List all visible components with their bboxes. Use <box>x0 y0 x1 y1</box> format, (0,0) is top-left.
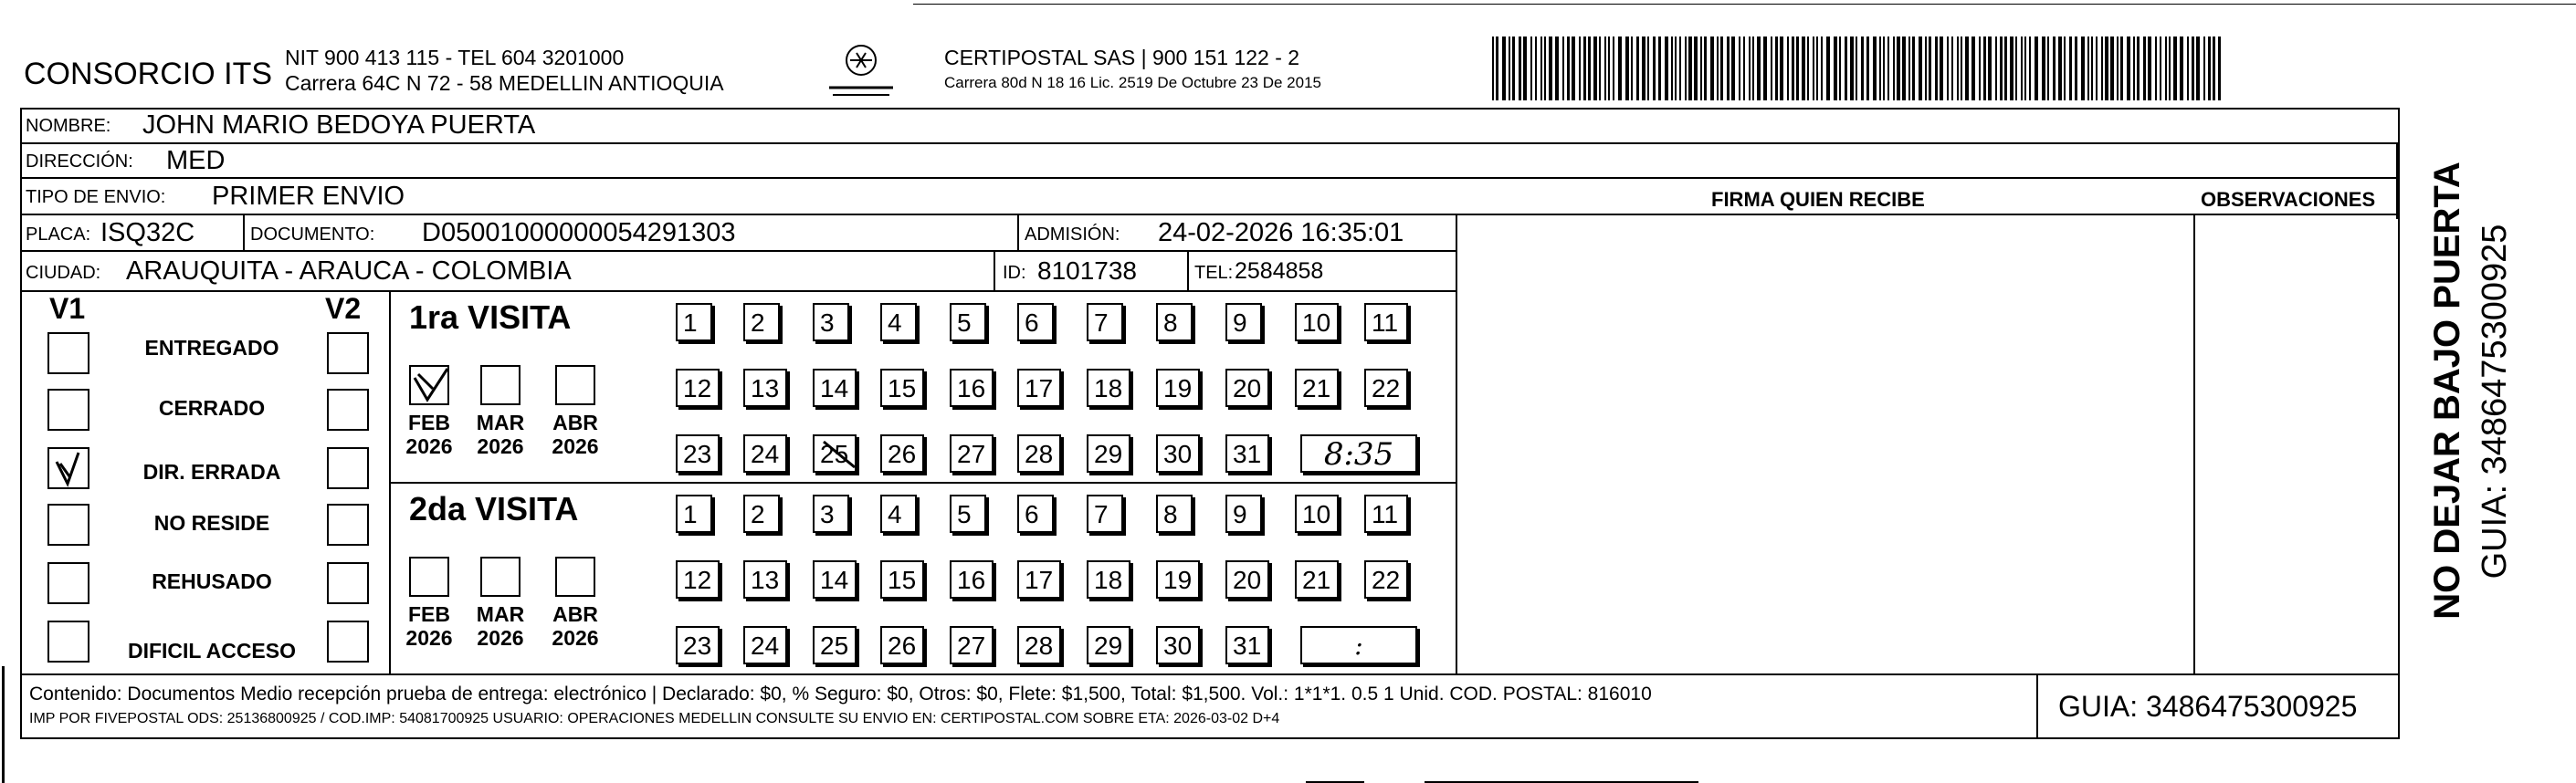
ciudad-label: CIUDAD: <box>26 263 101 283</box>
footer-guia: GUIA: 3486475300925 <box>2058 690 2358 723</box>
month-year: 2026 <box>552 434 599 459</box>
left-edge-line <box>2 666 5 783</box>
footer-imp-line: IMP POR FIVEPOSTAL ODS: 25136800925 / COD.IMP: 54081700925 USUARIO: OPERACIONES MEDELLIN CONSULTE SU ENVIO EN: CERTIPOSTAL.COM SOBRE ETA: 2026-03-02 D+4 <box>29 711 1280 726</box>
month-label <box>393 411 466 459</box>
status-reason-label: DIR. ERRADA <box>142 460 281 484</box>
day-box[interactable]: 13 <box>743 369 787 407</box>
day-box[interactable]: 12 <box>676 369 720 407</box>
documento-value: D05001000000054291303 <box>422 218 736 247</box>
day-box[interactable]: 31 <box>1225 434 1269 473</box>
day-box[interactable]: 13 <box>743 560 787 599</box>
id-value: 8101738 <box>1037 256 1138 285</box>
day-box[interactable]: 23 <box>676 434 720 473</box>
day-box[interactable]: 3 <box>813 303 849 341</box>
day-mark <box>822 436 858 477</box>
day-box[interactable]: 29 <box>1087 434 1130 473</box>
month-label <box>539 411 612 459</box>
company-nit-line: NIT 900 413 115 - TEL 604 3201000 <box>285 46 625 69</box>
day-box[interactable]: 16 <box>950 560 994 599</box>
month-name: FEB <box>408 602 450 626</box>
day-box[interactable]: 22 <box>1364 560 1408 599</box>
day-box[interactable]: 17 <box>1017 369 1061 407</box>
day-box[interactable]: 29 <box>1087 626 1130 664</box>
day-box[interactable]: 27 <box>950 434 994 473</box>
day-box[interactable]: 6 <box>1017 303 1054 341</box>
day-box[interactable]: 20 <box>1225 560 1269 599</box>
time-value: 8:35 <box>1323 436 1394 473</box>
month-year: 2026 <box>405 626 453 651</box>
day-box[interactable]: 20 <box>1225 369 1269 407</box>
time-value: : <box>1354 631 1363 661</box>
day-box[interactable]: 15 <box>880 560 924 599</box>
top-edge-line <box>913 4 2576 5</box>
day-box[interactable]: 21 <box>1295 369 1339 407</box>
day-box[interactable]: 26 <box>880 434 924 473</box>
documento-label: DOCUMENTO: <box>250 224 375 245</box>
barcode <box>1492 37 2221 100</box>
month-label <box>464 411 537 459</box>
month-year: 2026 <box>477 434 524 459</box>
day-box[interactable]: 5 <box>950 495 986 533</box>
month-year: 2026 <box>405 434 453 459</box>
day-box[interactable]: 31 <box>1225 626 1269 664</box>
month-checkbox[interactable] <box>480 365 520 405</box>
month-checkbox[interactable] <box>555 365 595 405</box>
month-name: ABR <box>552 602 598 626</box>
v2-checkbox[interactable] <box>327 332 369 374</box>
id-label: ID: <box>1003 263 1026 283</box>
v2-header: V2 <box>325 292 362 325</box>
visit-title: 2da VISITA <box>409 490 579 527</box>
nombre-value: JOHN MARIO BEDOYA PUERTA <box>142 110 536 140</box>
day-box[interactable]: 24 <box>743 626 787 664</box>
firma-header: FIRMA QUIEN RECIBE <box>1711 188 1925 211</box>
v2-checkbox[interactable] <box>327 389 369 431</box>
footer-contenido: Contenido: Documentos Medio recepción prueba de entrega: electrónico | Declarado: $0, % Seguro: $0, Otros: $0, Flete: $1,500, Total: $1,500. Vol.: 1*1*1. 0.5 1 Unid. COD. POSTAL: 816010 <box>29 684 1652 705</box>
month-checkbox[interactable] <box>555 557 595 597</box>
day-box[interactable]: 23 <box>676 626 720 664</box>
admision-value: 24-02-2026 16:35:01 <box>1158 218 1404 247</box>
time-box[interactable] <box>1300 626 1417 664</box>
day-box[interactable]: 19 <box>1156 560 1200 599</box>
day-box[interactable]: 9 <box>1225 495 1262 533</box>
day-box[interactable]: 15 <box>880 369 924 407</box>
ciudad-value: ARAUQUITA - ARAUCA - COLOMBIA <box>126 256 572 286</box>
month-label <box>464 602 537 651</box>
day-box[interactable]: 25 <box>813 434 857 473</box>
day-box[interactable]: 8 <box>1156 303 1193 341</box>
month-name: MAR <box>476 602 525 626</box>
side-guia: GUIA: 3486475300925 <box>2476 224 2514 579</box>
status-reason-label: ENTREGADO <box>144 336 279 360</box>
direccion-value: MED <box>166 146 226 175</box>
status-reason-label: CERRADO <box>158 396 266 420</box>
month-name: ABR <box>552 411 598 434</box>
day-box[interactable]: 3 <box>813 495 849 533</box>
certipostal-logo <box>820 40 902 104</box>
status-reason-label: DIFICIL ACCESO <box>127 639 296 663</box>
month-name: FEB <box>408 411 450 434</box>
carrier-address: Carrera 80d N 18 16 Lic. 2519 De Octubre 23 De 2015 <box>944 74 1321 91</box>
day-box[interactable]: 7 <box>1087 495 1123 533</box>
month-name: MAR <box>476 411 525 434</box>
day-box[interactable]: 2 <box>743 495 780 533</box>
day-box[interactable]: 1 <box>676 303 712 341</box>
month-year: 2026 <box>552 626 599 651</box>
month-checkbox[interactable] <box>409 365 449 405</box>
day-box[interactable]: 18 <box>1087 560 1130 599</box>
company-name: CONSORCIO ITS <box>24 57 273 91</box>
observaciones-header: OBSERVACIONES <box>2201 188 2376 211</box>
day-box[interactable]: 5 <box>950 303 986 341</box>
side-warning: NO DEJAR BAJO PUERTA <box>2427 162 2467 620</box>
day-box[interactable]: 30 <box>1156 434 1200 473</box>
admision-label: ADMISIÓN: <box>1025 224 1120 245</box>
placa-label: PLACA: <box>26 224 91 245</box>
direccion-label: DIRECCIÓN: <box>26 151 133 172</box>
day-box[interactable]: 24 <box>743 434 787 473</box>
visit-title: 1ra VISITA <box>409 298 572 336</box>
tipo-envio-value: PRIMER ENVIO <box>212 182 405 211</box>
day-box[interactable]: 4 <box>880 303 917 341</box>
day-box[interactable]: 10 <box>1295 303 1339 341</box>
month-checkbox[interactable] <box>480 557 520 597</box>
day-box[interactable]: 9 <box>1225 303 1262 341</box>
tipo-envio-label: TIPO DE ENVIO: <box>26 187 166 207</box>
status-reason-label: REHUSADO <box>152 569 272 593</box>
day-box[interactable]: 6 <box>1017 495 1054 533</box>
day-box[interactable]: 18 <box>1087 369 1130 407</box>
day-box[interactable]: 14 <box>813 560 857 599</box>
day-box[interactable]: 25 <box>813 626 857 664</box>
day-box[interactable]: 26 <box>880 626 924 664</box>
day-box[interactable]: 16 <box>950 369 994 407</box>
month-year: 2026 <box>477 626 524 651</box>
day-box[interactable]: 27 <box>950 626 994 664</box>
v2-checkbox[interactable] <box>327 447 369 489</box>
day-box[interactable]: 21 <box>1295 560 1339 599</box>
tel-label: TEL: <box>1194 263 1234 283</box>
v2-checkbox[interactable] <box>327 562 369 604</box>
day-box[interactable]: 2 <box>743 303 780 341</box>
month-checkbox[interactable] <box>409 557 449 597</box>
placa-value: ISQ32C <box>100 218 195 247</box>
day-box[interactable]: 22 <box>1364 369 1408 407</box>
day-box[interactable]: 11 <box>1364 495 1408 533</box>
day-box[interactable]: 8 <box>1156 495 1193 533</box>
v1-header: V1 <box>49 292 86 325</box>
company-address-line: Carrera 64C N 72 - 58 MEDELLIN ANTIOQUIA <box>285 71 724 95</box>
carrier-line: CERTIPOSTAL SAS | 900 151 122 - 2 <box>944 46 1300 69</box>
time-box[interactable] <box>1300 434 1417 473</box>
day-box[interactable]: 28 <box>1017 434 1061 473</box>
day-box[interactable]: 19 <box>1156 369 1200 407</box>
day-box[interactable]: 28 <box>1017 626 1061 664</box>
day-box[interactable]: 7 <box>1087 303 1123 341</box>
month-label <box>539 602 612 651</box>
day-box[interactable]: 4 <box>880 495 917 533</box>
status-reason-label: NO RESIDE <box>153 511 270 535</box>
tel-value: 2584858 <box>1235 258 1324 284</box>
day-box[interactable]: 1 <box>676 495 712 533</box>
v2-checkbox[interactable] <box>327 504 369 546</box>
day-box[interactable]: 10 <box>1295 495 1339 533</box>
day-box[interactable]: 14 <box>813 369 857 407</box>
nombre-label: NOMBRE: <box>26 116 111 136</box>
day-box[interactable]: 30 <box>1156 626 1200 664</box>
day-box[interactable]: 17 <box>1017 560 1061 599</box>
month-label <box>393 602 466 651</box>
day-box[interactable]: 11 <box>1364 303 1408 341</box>
v2-checkbox[interactable] <box>327 621 369 663</box>
day-box[interactable]: 12 <box>676 560 720 599</box>
